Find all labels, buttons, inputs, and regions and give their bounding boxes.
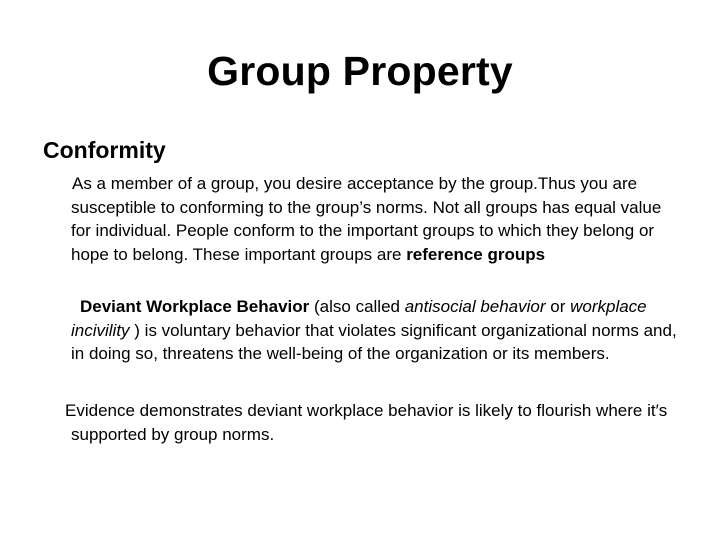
paragraph-conformity-text: As a member of a group, you desire acceptance by the group.Thus you are susceptible to conforming to the group’s norms. Not all groups has equal value for individual. People conform to the important groups to which they belong or hope to belong. These important groups are bbox=[71, 174, 662, 264]
paragraph-evidence bbox=[65, 399, 681, 446]
deviant-text-a: (also called bbox=[309, 297, 405, 316]
deviant-behavior-term: Deviant Workplace Behavior bbox=[80, 297, 310, 316]
slide-title: Group Property bbox=[207, 48, 513, 94]
paragraph-evidence-text: Evidence demonstrates deviant workplace behavior is likely to flourish where it′s supported by group norms. bbox=[65, 401, 668, 444]
antisocial-behavior-term: antisocial behavior bbox=[404, 297, 546, 316]
deviant-text-c: ) is voluntary behavior that violates significant organizational norms and, in doing so, threatens the well-being of the organization or its members. bbox=[71, 320, 677, 363]
section-heading: Conformity bbox=[43, 137, 166, 163]
paragraph-conformity bbox=[71, 172, 681, 266]
workplace-incivility-term: workplace incivility bbox=[71, 297, 647, 340]
paragraph-deviant-behavior bbox=[71, 295, 681, 366]
deviant-text-b: or bbox=[545, 297, 571, 316]
reference-groups-term: reference groups bbox=[406, 244, 546, 264]
